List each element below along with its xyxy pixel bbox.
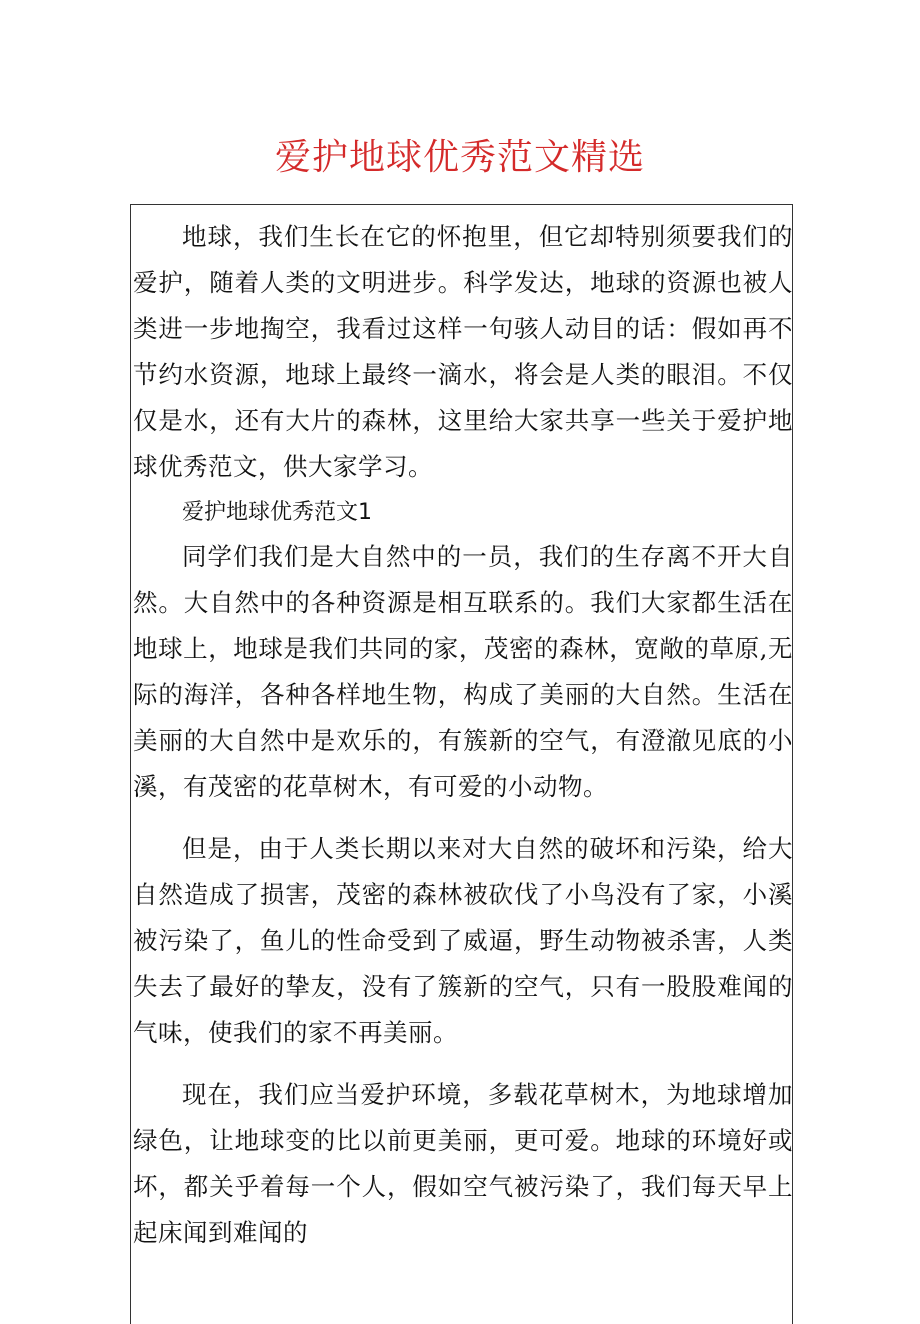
intro-paragraph: 地球，我们生长在它的怀抱里，但它却特别须要我们的爱护，随着人类的文明进步。科学发达，地球的资源也被人类进一步地掏空，我看过这样一句骇人动目的话：假如再不节约水资源，地球上最终一滴水，将会是人类的眼泪。不仅仅是水，还有大片的森林，这里给大家共享一些关于爱护地球优秀范文，供大家学习。 (133, 222, 793, 481)
document-body (133, 214, 793, 1256)
body-paragraph-1: 同学们我们是大自然中的一员，我们的生存离不开大自然。大自然中的各种资源是相互联系的。我们大家都生活在地球上，地球是我们共同的家，茂密的森林，宽敞的草原,无际的海洋，各种各样地生物，构成了美丽的大自然。生活在美丽的大自然中是欢乐的，有簇新的空气，有澄澈见底的小溪，有茂密的花草树木，有可爱的小动物。 (133, 542, 793, 801)
body-paragraph-3: 现在，我们应当爱护环境，多载花草树木，为地球增加绿色，让地球变的比以前更美丽，更可爱。地球的环境好或坏，都关乎着每一个人，假如空气被污染了，我们每天早上起床闻到难闻的 (133, 1080, 793, 1247)
section-heading: 爱护地球优秀范文1 (182, 500, 372, 525)
body-paragraph-2: 但是，由于人类长期以来对大自然的破坏和污染，给大自然造成了损害，茂密的森林被砍伐了小鸟没有了家，小溪被污染了，鱼儿的性命受到了威逼，野生动物被杀害，人类失去了最好的挚友，没有了簇新的空气，只有一股股难闻的气味，使我们的家不再美丽。 (133, 834, 793, 1047)
document-title: 爱护地球优秀范文精选 (274, 137, 645, 178)
